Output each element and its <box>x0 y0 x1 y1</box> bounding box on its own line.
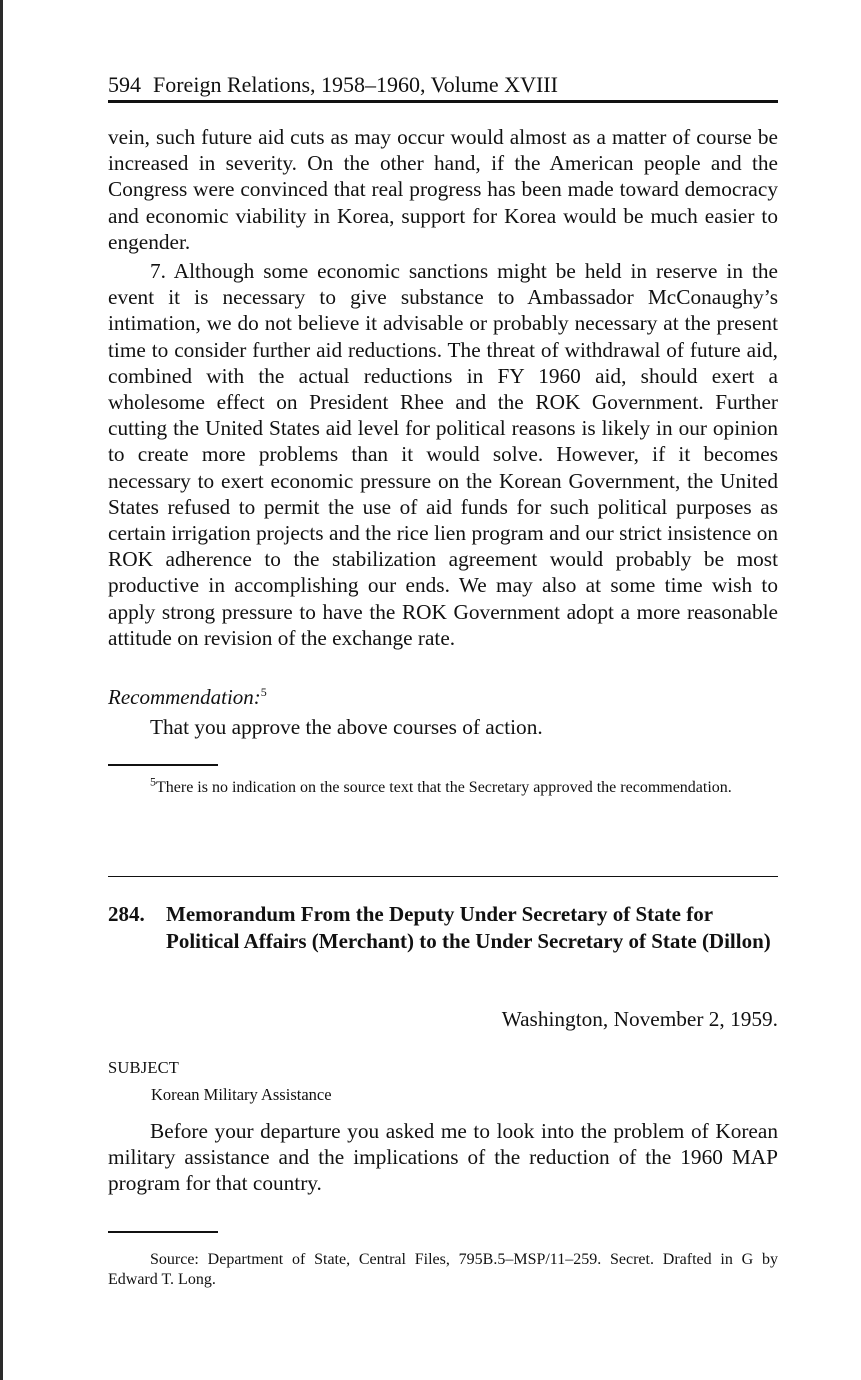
recommendation-text: That you approve the above courses of action. <box>150 715 543 739</box>
recommendation-block <box>108 684 778 740</box>
paragraph-7: 7. Although some economic sanctions might be held in reserve in the event it is necessary to give substance to Ambassador McConaughy’s intimation, we do not believe it advisable or probably necessary at the present time to consider further aid reductions. The threat of withdrawal of future aid, combined with the actual reductions in FY 1960 aid, should exert a wholesome effect on President Rhee and the ROK Government. Further cutting the United States aid level for political reasons is likely in our opinion to create more problems than it would solve. However, if it becomes necessary to exert economic pressure on the Korean Government, the United States refused to permit the use of aid funds for such political purposes as certain irrigation projects and the rice lien program and our strict insistence on ROK adherence to the stabilization agreement would probably be most productive in accomplishing our ends. We may also at some time wish to apply strong pressure to have the ROK Government adopt a more reasonable attitude on revision of the exchange rate. <box>108 259 778 650</box>
page-edge-shadow <box>0 0 3 1380</box>
footnote-rule <box>108 764 218 766</box>
running-header <box>108 70 778 103</box>
source-note-rule <box>108 1231 218 1233</box>
subject-text: Korean Military Assistance <box>151 1085 332 1104</box>
footnote-5 <box>108 774 778 798</box>
continuation-paragraph-block <box>108 124 778 255</box>
page-number: 594 <box>108 72 141 97</box>
section-divider <box>108 876 778 877</box>
paragraph-7-block <box>108 258 778 651</box>
dateline: Washington, November 2, 1959. <box>501 1007 778 1031</box>
document-title: Memorandum From the Deputy Under Secretary of State for Political Affairs (Merchant) to the Under Secretary of State (Dillon) <box>166 902 771 953</box>
subject-label: SUBJECT <box>108 1058 180 1077</box>
document-heading <box>108 901 778 954</box>
opening-paragraph-block <box>108 1118 778 1197</box>
footnote-5-text: There is no indication on the source text that the Secretary approved the recommendation. <box>156 779 732 796</box>
continuation-paragraph: vein, such future aid cuts as may occur would almost as a matter of course be increased in severity. On the other hand, if the American people and the Congress were convinced that real progress has been made toward democracy and economic viability in Korea, support for Korea would be much easier to engender. <box>108 125 778 254</box>
footnote-5-mark: 5 <box>150 774 156 789</box>
source-note-block <box>108 1250 778 1290</box>
document-number: 284. <box>108 902 145 926</box>
opening-paragraph: Before your departure you asked me to look into the problem of Korean military assistance and the implications of the reduction of the 1960 MAP program for that country. <box>108 1119 778 1196</box>
running-title: Foreign Relations, 1958–1960, Volume XVIII <box>153 72 558 97</box>
footnote-5-block <box>108 774 778 798</box>
recommendation-label: Recommendation:$^5$ <box>108 685 267 709</box>
source-note: Source: Department of State, Central Files, 795B.5–MSP/11–259. Secret. Drafted in G by Edward T. Long. <box>108 1251 778 1288</box>
footnote-mark-5: 5 <box>260 685 267 699</box>
